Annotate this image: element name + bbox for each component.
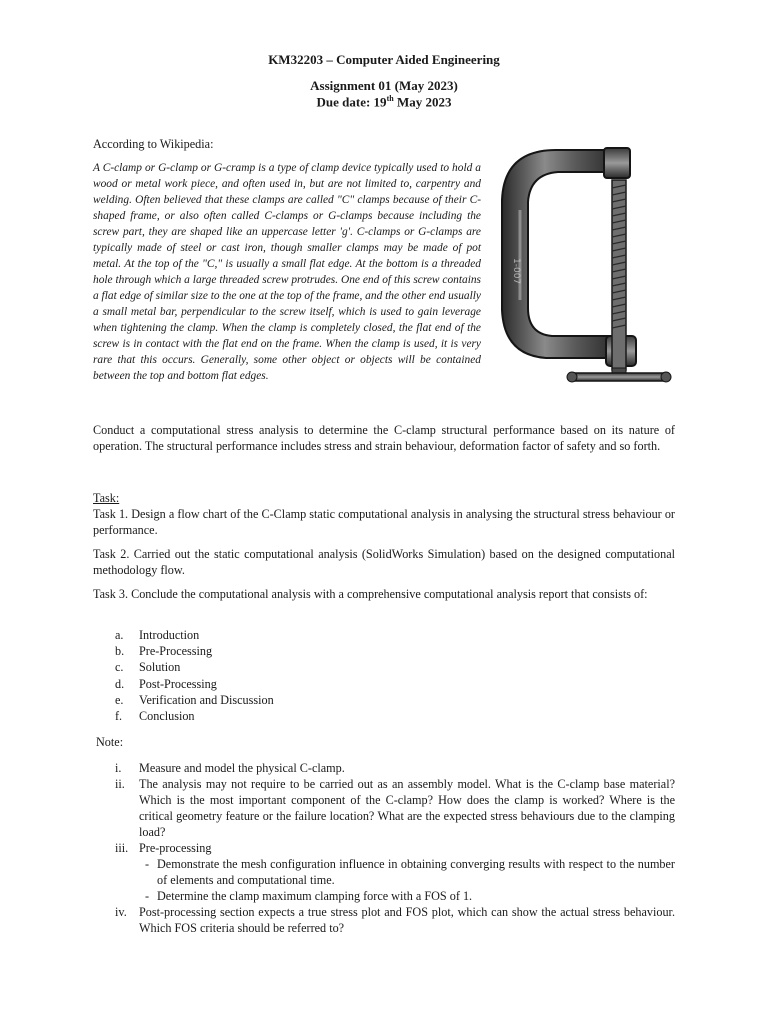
note-heading: Note:	[96, 735, 124, 749]
course-title: KM32203 – Computer Aided Engineering	[268, 52, 500, 67]
list-item: iv. Post-processing section expects a true stress plot and FOS plot, which can show the actual stress behaviour. Which FOS criteria should be referred to?	[115, 905, 675, 935]
notes-list	[93, 760, 675, 936]
task-2: Task 2. Carried out the static computational analysis (SolidWorks Simulation) based on the designed computational methodology flow.	[93, 547, 675, 577]
task-heading: Task:	[93, 491, 120, 505]
list-item: a. Introduction	[115, 628, 200, 642]
list-item: d. Post-Processing	[115, 676, 217, 691]
list-item: f. Conclusion	[115, 709, 195, 724]
report-sections-list	[93, 627, 693, 724]
task-1: Task 1. Design a flow chart of the C-Clamp static computational analysis in analysing the structural stress behaviour or performance.	[93, 507, 675, 537]
assignment-title: Assignment 01 (May 2023)	[310, 78, 458, 93]
pre-processing-sublist	[139, 856, 675, 904]
list-item: iii. Pre-processing - Demonstrate the mesh configuration influence in obtaining converging results with respect to the number of elements and computational time. - Determine the clamp maximum clamping force with a FOS of 1.	[115, 841, 675, 903]
due-date: Due date: 19th May 2023	[316, 94, 452, 110]
list-item: c. Solution	[115, 660, 181, 675]
list-item: ii. The analysis may not require to be carried out as an assembly model. What is the C-clamp base material? Which is the most important component of the C-clamp? How does the clamp is worked? Where is the critical geometry feature or the failure location? What are the expected stress behaviours due to the clamping load?	[115, 777, 675, 839]
list-item: - Demonstrate the mesh configuration influence in obtaining converging results with respect to the number of elements and computational time.	[145, 857, 675, 887]
list-item: i. Measure and model the physical C-clamp.	[115, 761, 345, 775]
c-clamp-image	[496, 140, 674, 390]
clamp-engraving: 1-007	[511, 258, 521, 285]
conduct-paragraph: Conduct a computational stress analysis to determine the C-clamp structural performance based on its nature of operation. The structural performance includes stress and strain behaviour, deformation factor of safety and so forth.	[93, 423, 675, 453]
list-item: e. Verification and Discussion	[115, 692, 274, 707]
list-item: b. Pre-Processing	[115, 644, 213, 659]
wikipedia-quote: A C-clamp or G-clamp or G-cramp is a type of clamp device typically used to hold a wood or metal work piece, and often used in, but are not limited to, carpentry and welding. Often believed that these clamps are called "C" clamps because of their C-shaped frame, or also often called C-clamps or G-clamps because including the screw part, they are shaped like an uppercase letter 'g'. C-clamps or G-clamps are typically made of steel or cast iron, though smaller clamps may be made of pot metal. At the top of the "C," is usually a small flat edge. At the bottom is a threaded hole through which a large threaded screw protrudes. One end of this screw contains a flat edge of similar size to the one at the top of the frame, and the other end usually a small metal bar, perpendicular to the screw itself, which is used to gain leverage when tightening the clamp. When the clamp is completely closed, the flat end of the screw is in contact with the flat end on the frame. When the clamp is used, it is very rare that this occurs. Generally, some other object or objects will be contained between the top and bottom flat edges.	[93, 162, 481, 382]
according-to-wikipedia: According to Wikipedia:	[93, 137, 214, 151]
list-item: - Determine the clamp maximum clamping force with a FOS of 1.	[145, 889, 473, 903]
task-3: Task 3. Conclude the computational analysis with a comprehensive computational analysis report that consists of:	[93, 587, 648, 601]
